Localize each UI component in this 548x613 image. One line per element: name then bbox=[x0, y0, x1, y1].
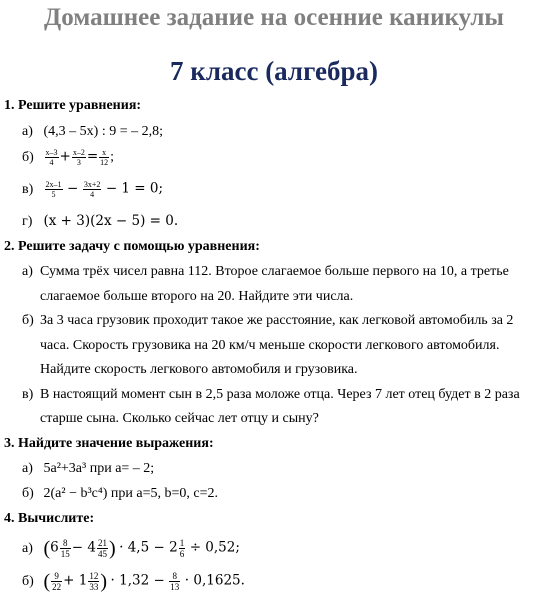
item-letter: а) bbox=[22, 461, 33, 476]
fraction: $\frac{12}{33}$ bbox=[89, 571, 99, 592]
item-letter: в) bbox=[22, 181, 34, 197]
equation-text: (x + 3)(2x − 5) = 0. bbox=[43, 213, 179, 229]
item-letter: а) bbox=[22, 264, 33, 279]
task-3b bbox=[22, 486, 218, 502]
task-1g bbox=[22, 213, 178, 230]
item-letter: г) bbox=[22, 214, 33, 229]
operator: + bbox=[59, 148, 71, 165]
equation-text: (4,3 – 5х) : 9 = – 2,8; bbox=[43, 124, 163, 139]
fraction: $\frac{3х+2}{4}$ bbox=[83, 180, 101, 199]
section-2-heading: 2. Решите задачу с помощью уравнения: bbox=[4, 239, 260, 254]
expression-text: 5а²+3а³ при а= – 2; bbox=[43, 461, 155, 476]
task-3a bbox=[22, 461, 154, 477]
fraction: $\frac{1}{6}$ bbox=[179, 538, 185, 559]
item-letter: б) bbox=[22, 149, 34, 165]
task-text: В настоящий момент сын в 2,5 раза моложе отца. Через 7 лет отец будет в 2 раза bbox=[40, 387, 520, 402]
fraction: $\frac{8}{15}$ bbox=[60, 538, 70, 559]
operator: + 1 bbox=[63, 572, 88, 589]
item-letter: а) bbox=[22, 540, 33, 556]
operator: − 4 bbox=[71, 539, 96, 556]
section-4-heading: 4. Вычислите: bbox=[4, 511, 95, 526]
task-4b bbox=[22, 571, 245, 592]
operator: − bbox=[67, 180, 79, 197]
integer-part: 6 bbox=[50, 539, 59, 556]
task-4a bbox=[22, 538, 240, 559]
task-2b bbox=[22, 313, 513, 329]
item-letter: б) bbox=[22, 313, 34, 328]
task-text: часа. Скорость грузовика на 20 км/ч меньше скорости легкового автомобиля. bbox=[40, 338, 500, 353]
fraction: $\frac{9}{22}$ bbox=[52, 571, 62, 592]
item-letter: б) bbox=[22, 486, 34, 501]
punctuation: ; bbox=[110, 149, 115, 165]
expression-text: · 0,1625. bbox=[184, 572, 245, 589]
item-letter: в) bbox=[22, 387, 34, 402]
page-subtitle: 7 класс (алгебра) bbox=[170, 56, 378, 86]
task-text: слагаемое больше второго на 20. Найдите эти числа. bbox=[40, 289, 354, 304]
fraction: $\frac{2х-1}{5}$ bbox=[45, 180, 62, 199]
task-1a bbox=[22, 124, 163, 140]
task-2v bbox=[22, 387, 520, 403]
expression-text: ÷ 0,52; bbox=[189, 539, 240, 556]
section-3-heading: 3. Найдите значение выражения: bbox=[4, 436, 214, 451]
fraction: $\frac{х}{12}$ bbox=[100, 148, 109, 167]
fraction: $\frac{8}{13}$ bbox=[170, 571, 180, 592]
operator: = bbox=[86, 148, 99, 165]
task-text: Сумма трёх чисел равна 112. Второе слагаемое больше первого на 10, а третье bbox=[40, 264, 509, 279]
item-letter: б) bbox=[22, 573, 34, 589]
item-letter: а) bbox=[22, 124, 33, 139]
expression-text: · 1,32 − bbox=[110, 572, 165, 589]
task-1v bbox=[22, 180, 163, 199]
open-paren: ( bbox=[43, 537, 51, 560]
fraction: $\frac{21}{45}$ bbox=[97, 538, 107, 559]
task-2a bbox=[22, 264, 509, 280]
task-text: Найдите скорость легкового автомобиля и грузовика. bbox=[40, 362, 358, 377]
close-paren: ) bbox=[100, 570, 108, 593]
fraction: $\frac{х-3}{4}$ bbox=[45, 148, 58, 167]
close-paren: ) bbox=[108, 537, 116, 560]
expression-text: · 4,5 − 2 bbox=[119, 539, 178, 556]
task-text: За 3 часа грузовик проходит такое же расстояние, как легковой автомобиль за 2 bbox=[40, 313, 514, 328]
open-paren: ( bbox=[43, 570, 51, 593]
task-text: старше сына. Сколько сейчас лет отцу и сыну? bbox=[40, 411, 319, 426]
section-1-heading: 1. Решите уравнения: bbox=[4, 98, 142, 113]
fraction: $\frac{х-2}{3}$ bbox=[72, 148, 85, 167]
expression-text: 2(a² − b³c⁴) при а=5, b=0, с=2. bbox=[43, 486, 219, 501]
task-1b bbox=[22, 148, 114, 167]
page-title: Домашнее задание на осенние каникулы bbox=[44, 4, 504, 31]
equation-text: − 1 = 0; bbox=[105, 180, 164, 197]
